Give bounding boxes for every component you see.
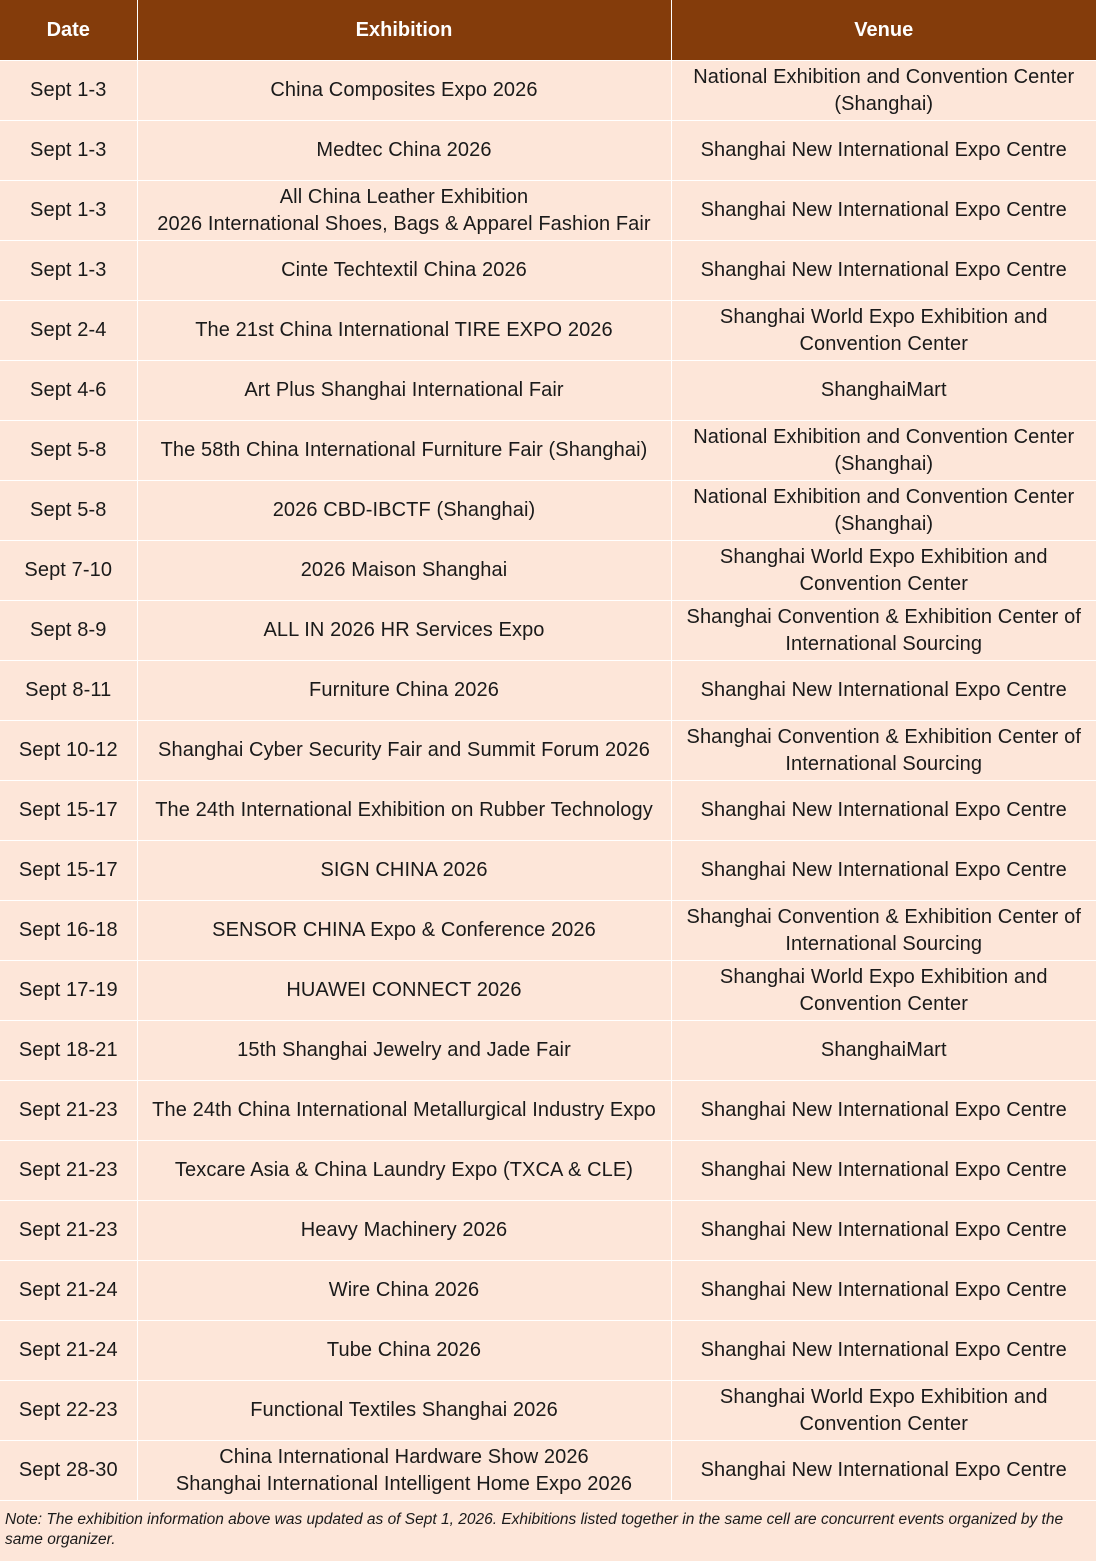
exhibition-cell: Medtec China 2026 bbox=[137, 121, 671, 181]
exhibition-cell: SIGN CHINA 2026 bbox=[137, 841, 671, 901]
date-cell: Sept 1-3 bbox=[0, 241, 137, 301]
table-row bbox=[0, 841, 1096, 901]
date-cell: Sept 1-3 bbox=[0, 181, 137, 241]
exhibition-cell: 2026 Maison Shanghai bbox=[137, 541, 671, 601]
venue-cell: Shanghai World Expo Exhibition and Convention Center bbox=[671, 541, 1096, 601]
date-cell: Sept 8-11 bbox=[0, 661, 137, 721]
date-cell: Sept 2-4 bbox=[0, 301, 137, 361]
table-row bbox=[0, 541, 1096, 601]
table-row bbox=[0, 1081, 1096, 1141]
venue-cell: Shanghai New International Expo Centre bbox=[671, 241, 1096, 301]
table-row bbox=[0, 1021, 1096, 1081]
venue-cell: Shanghai New International Expo Centre bbox=[671, 1201, 1096, 1261]
table-row bbox=[0, 1201, 1096, 1261]
exhibition-cell: Tube China 2026 bbox=[137, 1321, 671, 1381]
exhibition-cell: 2026 CBD-IBCTF (Shanghai) bbox=[137, 481, 671, 541]
venue-cell: Shanghai New International Expo Centre bbox=[671, 1261, 1096, 1321]
exhibition-cell: Shanghai Cyber Security Fair and Summit Forum 2026 bbox=[137, 721, 671, 781]
exhibition-cell: Functional Textiles Shanghai 2026 bbox=[137, 1381, 671, 1441]
table-row bbox=[0, 1261, 1096, 1321]
table-row bbox=[0, 181, 1096, 241]
date-cell: Sept 18-21 bbox=[0, 1021, 137, 1081]
date-cell: Sept 17-19 bbox=[0, 961, 137, 1021]
header-date: Date bbox=[0, 0, 137, 61]
exhibition-cell: Art Plus Shanghai International Fair bbox=[137, 361, 671, 421]
exhibition-cell: The 21st China International TIRE EXPO 2026 bbox=[137, 301, 671, 361]
venue-cell: Shanghai New International Expo Centre bbox=[671, 1321, 1096, 1381]
date-cell: Sept 21-24 bbox=[0, 1261, 137, 1321]
date-cell: Sept 7-10 bbox=[0, 541, 137, 601]
table-row bbox=[0, 1141, 1096, 1201]
venue-cell: Shanghai New International Expo Centre bbox=[671, 181, 1096, 241]
venue-cell: Shanghai Convention & Exhibition Center of International Sourcing bbox=[671, 901, 1096, 961]
exhibition-cell: Wire China 2026 bbox=[137, 1261, 671, 1321]
table-row bbox=[0, 1441, 1096, 1501]
exhibition-cell: ALL IN 2026 HR Services Expo bbox=[137, 601, 671, 661]
venue-cell: Shanghai World Expo Exhibition and Convention Center bbox=[671, 301, 1096, 361]
table-header-row bbox=[0, 0, 1096, 61]
date-cell: Sept 28-30 bbox=[0, 1441, 137, 1501]
table-row bbox=[0, 961, 1096, 1021]
table-row bbox=[0, 601, 1096, 661]
venue-cell: Shanghai World Expo Exhibition and Convention Center bbox=[671, 1381, 1096, 1441]
table-row bbox=[0, 61, 1096, 121]
venue-cell: Shanghai New International Expo Centre bbox=[671, 1441, 1096, 1501]
table-row bbox=[0, 781, 1096, 841]
table-row bbox=[0, 1321, 1096, 1381]
venue-cell: Shanghai New International Expo Centre bbox=[671, 781, 1096, 841]
date-cell: Sept 10-12 bbox=[0, 721, 137, 781]
table-row bbox=[0, 661, 1096, 721]
date-cell: Sept 1-3 bbox=[0, 61, 137, 121]
table-row bbox=[0, 241, 1096, 301]
exhibition-cell: HUAWEI CONNECT 2026 bbox=[137, 961, 671, 1021]
date-cell: Sept 8-9 bbox=[0, 601, 137, 661]
table-row bbox=[0, 361, 1096, 421]
exhibition-cell: 15th Shanghai Jewelry and Jade Fair bbox=[137, 1021, 671, 1081]
exhibition-cell: Furniture China 2026 bbox=[137, 661, 671, 721]
header-venue: Venue bbox=[671, 0, 1096, 61]
venue-cell: Shanghai New International Expo Centre bbox=[671, 1081, 1096, 1141]
date-cell: Sept 1-3 bbox=[0, 121, 137, 181]
date-cell: Sept 21-24 bbox=[0, 1321, 137, 1381]
date-cell: Sept 22-23 bbox=[0, 1381, 137, 1441]
date-cell: Sept 5-8 bbox=[0, 481, 137, 541]
venue-cell: ShanghaiMart bbox=[671, 1021, 1096, 1081]
venue-cell: Shanghai New International Expo Centre bbox=[671, 661, 1096, 721]
exhibition-cell: All China Leather Exhibition 2026 International Shoes, Bags & Apparel Fashion Fair bbox=[137, 181, 671, 241]
exhibition-cell: Cinte Techtextil China 2026 bbox=[137, 241, 671, 301]
date-cell: Sept 15-17 bbox=[0, 781, 137, 841]
exhibition-cell: The 24th China International Metallurgical Industry Expo bbox=[137, 1081, 671, 1141]
venue-cell: National Exhibition and Convention Center (Shanghai) bbox=[671, 61, 1096, 121]
date-cell: Sept 5-8 bbox=[0, 421, 137, 481]
venue-cell: National Exhibition and Convention Center (Shanghai) bbox=[671, 481, 1096, 541]
venue-cell: Shanghai New International Expo Centre bbox=[671, 1141, 1096, 1201]
exhibition-cell: China Composites Expo 2026 bbox=[137, 61, 671, 121]
footnote: Note: The exhibition information above was updated as of Sept 1, 2026. Exhibitions listed together in the same cell are concurrent events organized by the same organizer. bbox=[0, 1500, 1096, 1549]
venue-cell: National Exhibition and Convention Center (Shanghai) bbox=[671, 421, 1096, 481]
table-row bbox=[0, 481, 1096, 541]
table-row bbox=[0, 1381, 1096, 1441]
exhibition-cell: Texcare Asia & China Laundry Expo (TXCA & CLE) bbox=[137, 1141, 671, 1201]
table-row bbox=[0, 121, 1096, 181]
date-cell: Sept 15-17 bbox=[0, 841, 137, 901]
table-row bbox=[0, 301, 1096, 361]
exhibition-cell: The 58th China International Furniture Fair (Shanghai) bbox=[137, 421, 671, 481]
exhibition-cell: SENSOR CHINA Expo & Conference 2026 bbox=[137, 901, 671, 961]
header-exhibition: Exhibition bbox=[137, 0, 671, 61]
venue-cell: Shanghai World Expo Exhibition and Convention Center bbox=[671, 961, 1096, 1021]
date-cell: Sept 16-18 bbox=[0, 901, 137, 961]
venue-cell: Shanghai Convention & Exhibition Center of International Sourcing bbox=[671, 721, 1096, 781]
exhibition-cell: Heavy Machinery 2026 bbox=[137, 1201, 671, 1261]
venue-cell: ShanghaiMart bbox=[671, 361, 1096, 421]
table-body bbox=[0, 61, 1096, 1501]
venue-cell: Shanghai New International Expo Centre bbox=[671, 121, 1096, 181]
date-cell: Sept 4-6 bbox=[0, 361, 137, 421]
exhibition-cell: The 24th International Exhibition on Rubber Technology bbox=[137, 781, 671, 841]
table-row bbox=[0, 421, 1096, 481]
table-row bbox=[0, 721, 1096, 781]
venue-cell: Shanghai New International Expo Centre bbox=[671, 841, 1096, 901]
exhibition-cell: China International Hardware Show 2026 Shanghai International Intelligent Home Expo 2026 bbox=[137, 1441, 671, 1501]
date-cell: Sept 21-23 bbox=[0, 1201, 137, 1261]
venue-cell: Shanghai Convention & Exhibition Center of International Sourcing bbox=[671, 601, 1096, 661]
date-cell: Sept 21-23 bbox=[0, 1141, 137, 1201]
date-cell: Sept 21-23 bbox=[0, 1081, 137, 1141]
table-row bbox=[0, 901, 1096, 961]
